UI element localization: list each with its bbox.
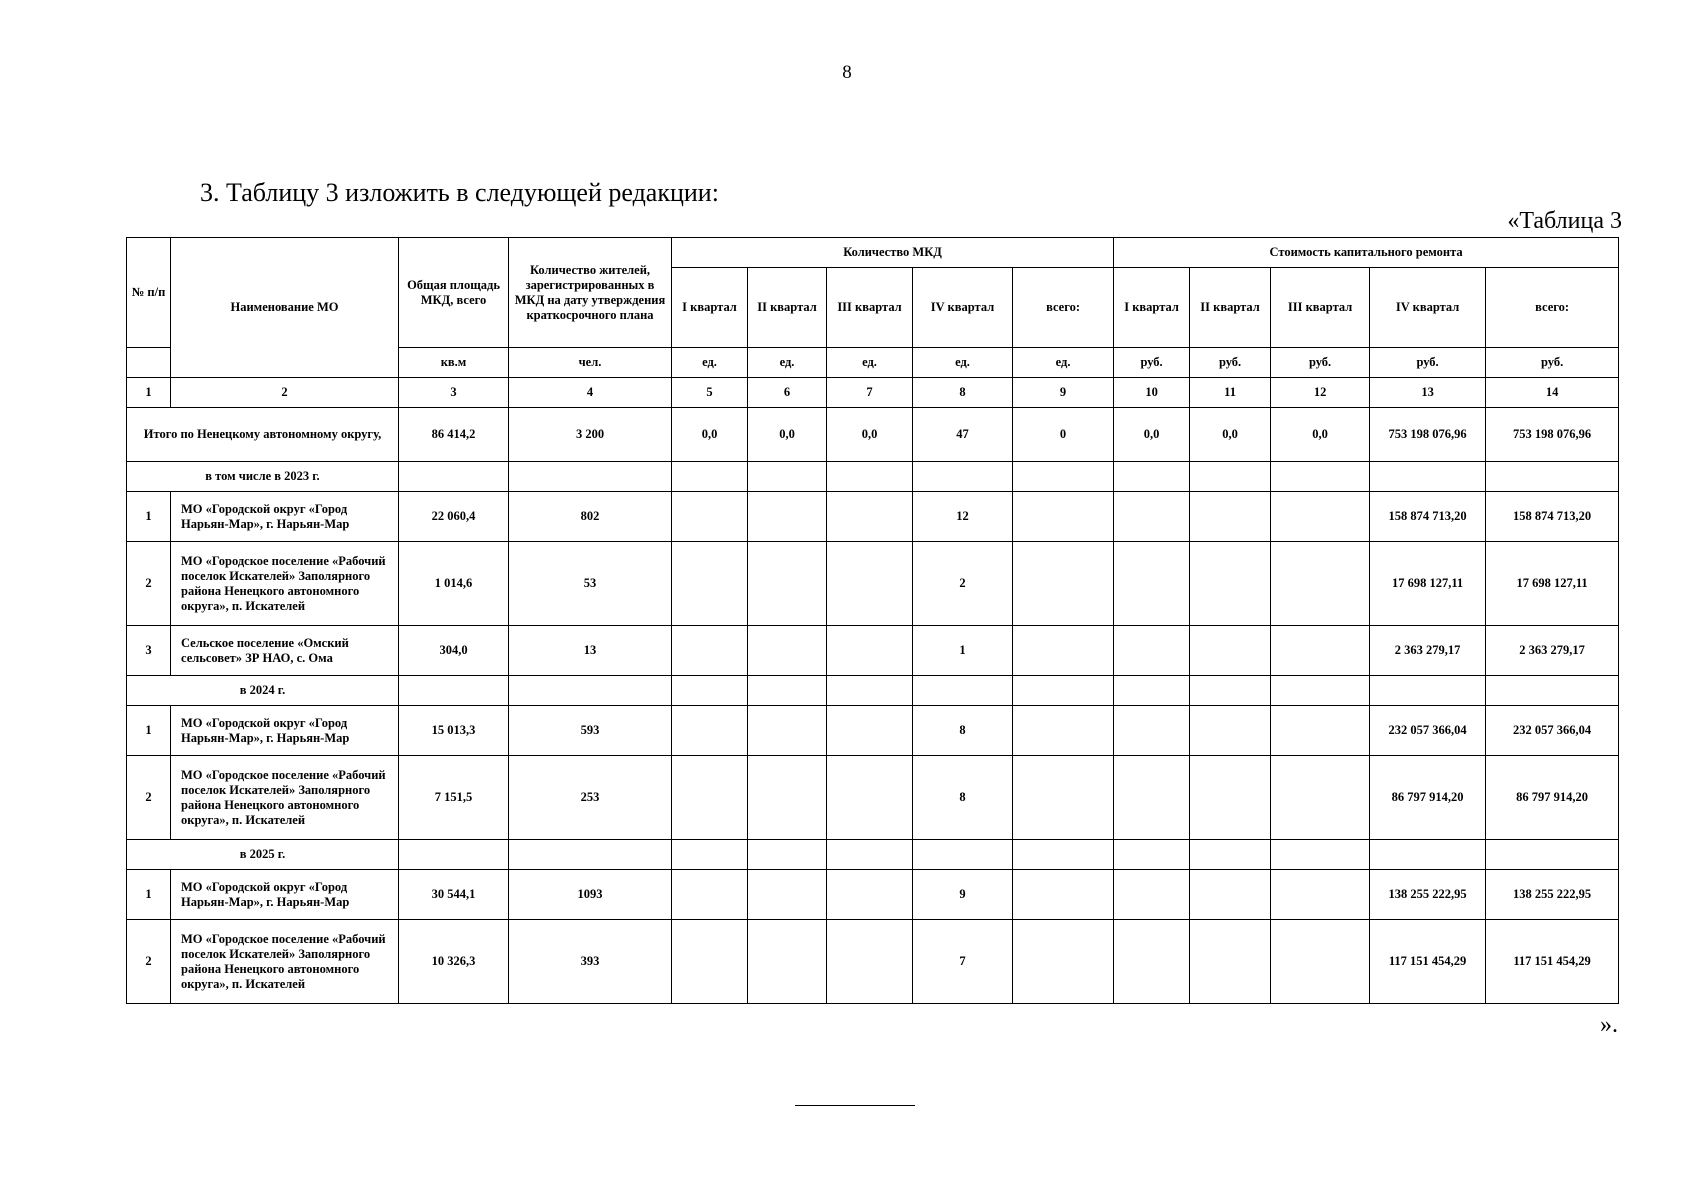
col-number: 9 <box>1013 378 1114 408</box>
total-row <box>127 408 1619 462</box>
row-area: 10 326,3 <box>399 920 509 1004</box>
col-number: 4 <box>509 378 672 408</box>
table-row <box>127 756 1619 840</box>
row-mkd-q4: 8 <box>913 706 1013 756</box>
row-mkd-q4: 12 <box>913 492 1013 542</box>
row-num: 2 <box>127 542 171 626</box>
row-cost-q4: 2 363 279,17 <box>1370 626 1486 676</box>
header-cost-group: Стоимость капитального ремонта <box>1114 238 1619 268</box>
unit-cost: руб. <box>1114 348 1190 378</box>
row-name: МО «Городской округ «Город Нарьян-Мар», г. Нарьян-Мар <box>171 492 399 542</box>
row-residents: 593 <box>509 706 672 756</box>
row-name: МО «Городской округ «Город Нарьян-Мар», г. Нарьян-Мар <box>171 706 399 756</box>
total-mkd-q2: 0,0 <box>748 408 827 462</box>
unit-mkd: ед. <box>748 348 827 378</box>
row-residents: 802 <box>509 492 672 542</box>
page-number: 8 <box>842 62 852 83</box>
row-num: 2 <box>127 920 171 1004</box>
row-cost-total: 138 255 222,95 <box>1486 870 1619 920</box>
row-mkd-q4: 7 <box>913 920 1013 1004</box>
row-num: 3 <box>127 626 171 676</box>
section-label: в том числе в 2023 г. <box>127 462 399 492</box>
row-name: МО «Городское поселение «Рабочий поселок Искателей» Заполярного района Ненецкого автономного округа», п. Искателей <box>171 542 399 626</box>
col-number: 3 <box>399 378 509 408</box>
unit-cost: руб. <box>1486 348 1619 378</box>
col-number: 13 <box>1370 378 1486 408</box>
row-area: 304,0 <box>399 626 509 676</box>
header-area: Общая площадь МКД, всего <box>399 238 509 348</box>
row-cost-total: 17 698 127,11 <box>1486 542 1619 626</box>
unit-cost: руб. <box>1271 348 1370 378</box>
row-cost-q4: 86 797 914,20 <box>1370 756 1486 840</box>
unit-cost: руб. <box>1190 348 1271 378</box>
table-row <box>127 542 1619 626</box>
row-name: МО «Городской округ «Город Нарьян-Мар», г. Нарьян-Мар <box>171 870 399 920</box>
header-mkd-q2: II квартал <box>748 268 827 348</box>
row-name: Сельское поселение «Омский сельсовет» ЗР НАО, с. Ома <box>171 626 399 676</box>
row-cost-q4: 117 151 454,29 <box>1370 920 1486 1004</box>
total-mkd-total: 0 <box>1013 408 1114 462</box>
section-row <box>127 462 1619 492</box>
row-cost-q4: 138 255 222,95 <box>1370 870 1486 920</box>
row-num: 1 <box>127 706 171 756</box>
total-mkd-q4: 47 <box>913 408 1013 462</box>
row-cost-total: 86 797 914,20 <box>1486 756 1619 840</box>
row-area: 1 014,6 <box>399 542 509 626</box>
unit-mkd: ед. <box>913 348 1013 378</box>
col-number: 8 <box>913 378 1013 408</box>
unit-mkd: ед. <box>1013 348 1114 378</box>
header-mkd-group: Количество МКД <box>672 238 1114 268</box>
row-residents: 13 <box>509 626 672 676</box>
total-cost-q2: 0,0 <box>1190 408 1271 462</box>
col-number: 7 <box>827 378 913 408</box>
row-num: 2 <box>127 756 171 840</box>
row-name: МО «Городское поселение «Рабочий поселок Искателей» Заполярного района Ненецкого автономного округа», п. Искателей <box>171 920 399 1004</box>
col-number: 14 <box>1486 378 1619 408</box>
unit-mkd: ед. <box>672 348 748 378</box>
row-area: 7 151,5 <box>399 756 509 840</box>
row-residents: 253 <box>509 756 672 840</box>
row-mkd-q4: 8 <box>913 756 1013 840</box>
col-number: 5 <box>672 378 748 408</box>
intro-text: 3. Таблицу 3 изложить в следующей редакции: <box>200 178 719 207</box>
section-label: в 2024 г. <box>127 676 399 706</box>
total-label: Итого по Ненецкому автономному округу, <box>127 408 399 462</box>
section-row <box>127 676 1619 706</box>
row-num: 1 <box>127 492 171 542</box>
col-number: 2 <box>171 378 399 408</box>
table-row <box>127 706 1619 756</box>
table-row <box>127 870 1619 920</box>
header-cost-q4: IV квартал <box>1370 268 1486 348</box>
row-area: 15 013,3 <box>399 706 509 756</box>
total-cost-total: 753 198 076,96 <box>1486 408 1619 462</box>
col-number: 10 <box>1114 378 1190 408</box>
section-row <box>127 840 1619 870</box>
table-row <box>127 626 1619 676</box>
unit-area: кв.м <box>399 348 509 378</box>
header-cost-total: всего: <box>1486 268 1619 348</box>
row-mkd-q4: 9 <box>913 870 1013 920</box>
row-cost-total: 158 874 713,20 <box>1486 492 1619 542</box>
header-residents: Количество жителей, зарегистрированных в МКД на дату утверждения краткосрочного плана <box>509 238 672 348</box>
total-area: 86 414,2 <box>399 408 509 462</box>
header-row-col-numbers <box>127 378 1619 408</box>
total-cost-q4: 753 198 076,96 <box>1370 408 1486 462</box>
col-number: 6 <box>748 378 827 408</box>
total-mkd-q1: 0,0 <box>672 408 748 462</box>
header-mkd-q1: I квартал <box>672 268 748 348</box>
col-number: 1 <box>127 378 171 408</box>
total-residents: 3 200 <box>509 408 672 462</box>
row-num: 1 <box>127 870 171 920</box>
row-name: МО «Городское поселение «Рабочий поселок Искателей» Заполярного района Ненецкого автономного округа», п. Искателей <box>171 756 399 840</box>
row-cost-q4: 158 874 713,20 <box>1370 492 1486 542</box>
unit-residents: чел. <box>509 348 672 378</box>
row-cost-total: 2 363 279,17 <box>1486 626 1619 676</box>
header-cost-q1: I квартал <box>1114 268 1190 348</box>
table-row <box>127 920 1619 1004</box>
row-residents: 1093 <box>509 870 672 920</box>
table-caption: «Таблица 3 <box>1507 208 1622 234</box>
row-mkd-q4: 1 <box>913 626 1013 676</box>
row-cost-q4: 232 057 366,04 <box>1370 706 1486 756</box>
unit-empty <box>127 348 171 378</box>
footer-rule <box>795 1105 915 1106</box>
total-mkd-q3: 0,0 <box>827 408 913 462</box>
unit-cost: руб. <box>1370 348 1486 378</box>
row-residents: 53 <box>509 542 672 626</box>
row-cost-q4: 17 698 127,11 <box>1370 542 1486 626</box>
header-mkd-q4: IV квартал <box>913 268 1013 348</box>
closing-quote: ». <box>1600 1012 1618 1038</box>
section-label: в 2025 г. <box>127 840 399 870</box>
total-cost-q3: 0,0 <box>1271 408 1370 462</box>
row-area: 22 060,4 <box>399 492 509 542</box>
row-area: 30 544,1 <box>399 870 509 920</box>
header-row-groups <box>127 238 1619 268</box>
header-cost-q3: III квартал <box>1271 268 1370 348</box>
row-mkd-q4: 2 <box>913 542 1013 626</box>
table-row <box>127 492 1619 542</box>
total-cost-q1: 0,0 <box>1114 408 1190 462</box>
header-name: Наименование МО <box>171 238 399 378</box>
row-cost-total: 117 151 454,29 <box>1486 920 1619 1004</box>
col-number: 12 <box>1271 378 1370 408</box>
capital-repair-table <box>126 237 1619 1004</box>
header-mkd-q3: III квартал <box>827 268 913 348</box>
row-residents: 393 <box>509 920 672 1004</box>
row-cost-total: 232 057 366,04 <box>1486 706 1619 756</box>
unit-mkd: ед. <box>827 348 913 378</box>
header-cost-q2: II квартал <box>1190 268 1271 348</box>
col-number: 11 <box>1190 378 1271 408</box>
header-num: № п/п <box>127 238 171 348</box>
header-mkd-total: всего: <box>1013 268 1114 348</box>
